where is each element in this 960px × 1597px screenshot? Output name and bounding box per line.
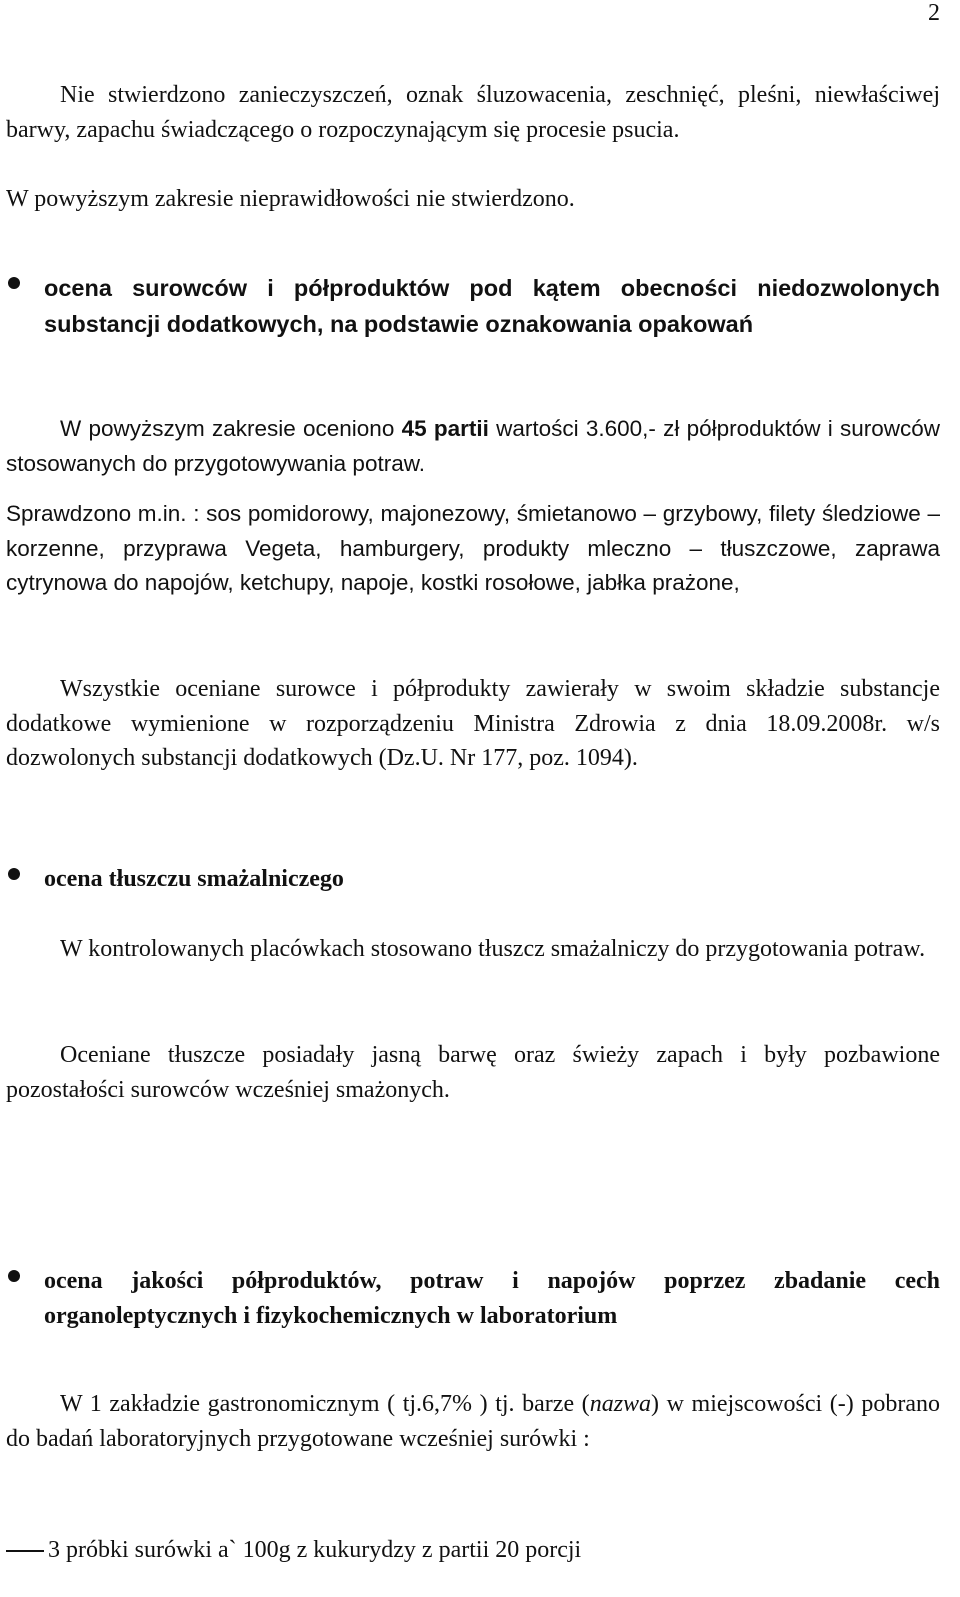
paragraph-batches-assessed xyxy=(6,412,940,481)
batches-count: 45 partii xyxy=(401,416,489,441)
establishment-name: nazwa xyxy=(589,1391,652,1417)
paragraph-products-checked: Sprawdzono m.in. : sos pomidorowy, majonezowy, śmietanowo – grzybowy, filety śledziowe – korzenne, przyprawa Vegeta, hamburgery, produkty mleczno – tłuszczowe, zaprawa cytrynowa do napojów, ketchupy, napoje, kostki rosołowe, jabłka prażone, xyxy=(6,501,940,595)
bullet-icon xyxy=(8,868,20,880)
batches-text-post: wartości 3.600,- zł półproduktów i surowców stosowanych do przygotowywania potraw. xyxy=(6,416,940,476)
bullet-icon xyxy=(8,277,20,289)
paragraph-no-irregularities: W powyższym zakresie nieprawidłowości nie stwierdzono. xyxy=(6,186,575,212)
samples-text-pre: W 1 zakładzie gastronomicznym ( tj.6,7% ) tj. barze ( xyxy=(60,1391,590,1417)
dash-marker xyxy=(6,1550,44,1552)
sample-description: 3 próbki surówki a` 100g z kukurydzy z partii 20 porcji xyxy=(48,1537,582,1563)
bullet-additives-assessment xyxy=(6,271,940,342)
paragraph-frying-fat-quality: Oceniane tłuszcze posiadały jasną barwę oraz świeży zapach i były pozbawione pozostałości surowców wcześniej smażonych. xyxy=(6,1042,940,1103)
bullet-laboratory-assessment xyxy=(6,1264,940,1334)
sample-list-item xyxy=(6,1533,940,1567)
batches-text-pre: W powyższym zakresie oceniono xyxy=(60,416,402,441)
bullet-heading: ocena jakości półproduktów, potraw i napojów poprzez zbadanie cech organoleptycznych i fizykochemicznych w laboratorium xyxy=(44,1268,940,1329)
paragraph-additives-regulation: Wszystkie oceniane surowce i półprodukty zawierały w swoim składzie substancje dodatkowe wymienione w rozporządzeniu Ministra Zdrowia z dnia 18.09.2008r. w/s dozwolonych substancji dodatkowych (Dz.U. Nr 177, poz. 1094). xyxy=(6,676,940,771)
bullet-heading: ocena tłuszczu smażalniczego xyxy=(44,866,344,892)
paragraph-samples-taken xyxy=(6,1387,940,1456)
page-number: 2 xyxy=(928,0,940,26)
samples-text-post: ) w miejscowości (-) pobrano do badań laboratoryjnych przygotowane wcześniej surówki : xyxy=(6,1391,940,1452)
bullet-heading: ocena surowców i półproduktów pod kątem obecności niedozwolonych substancji dodatkowych, na podstawie oznakowania opakowań xyxy=(44,275,940,337)
paragraph-contamination: Nie stwierdzono zanieczyszczeń, oznak śluzowacenia, zeschnięć, pleśni, niewłaściwej barwy, zapachu świadczącego o rozpoczynającym się procesie psucia. xyxy=(6,82,940,143)
paragraph-frying-fat-used: W kontrolowanych placówkach stosowano tłuszcz smażalniczy do przygotowania potraw. xyxy=(60,936,926,962)
bullet-icon xyxy=(8,1270,20,1282)
bullet-frying-fat xyxy=(6,862,940,897)
